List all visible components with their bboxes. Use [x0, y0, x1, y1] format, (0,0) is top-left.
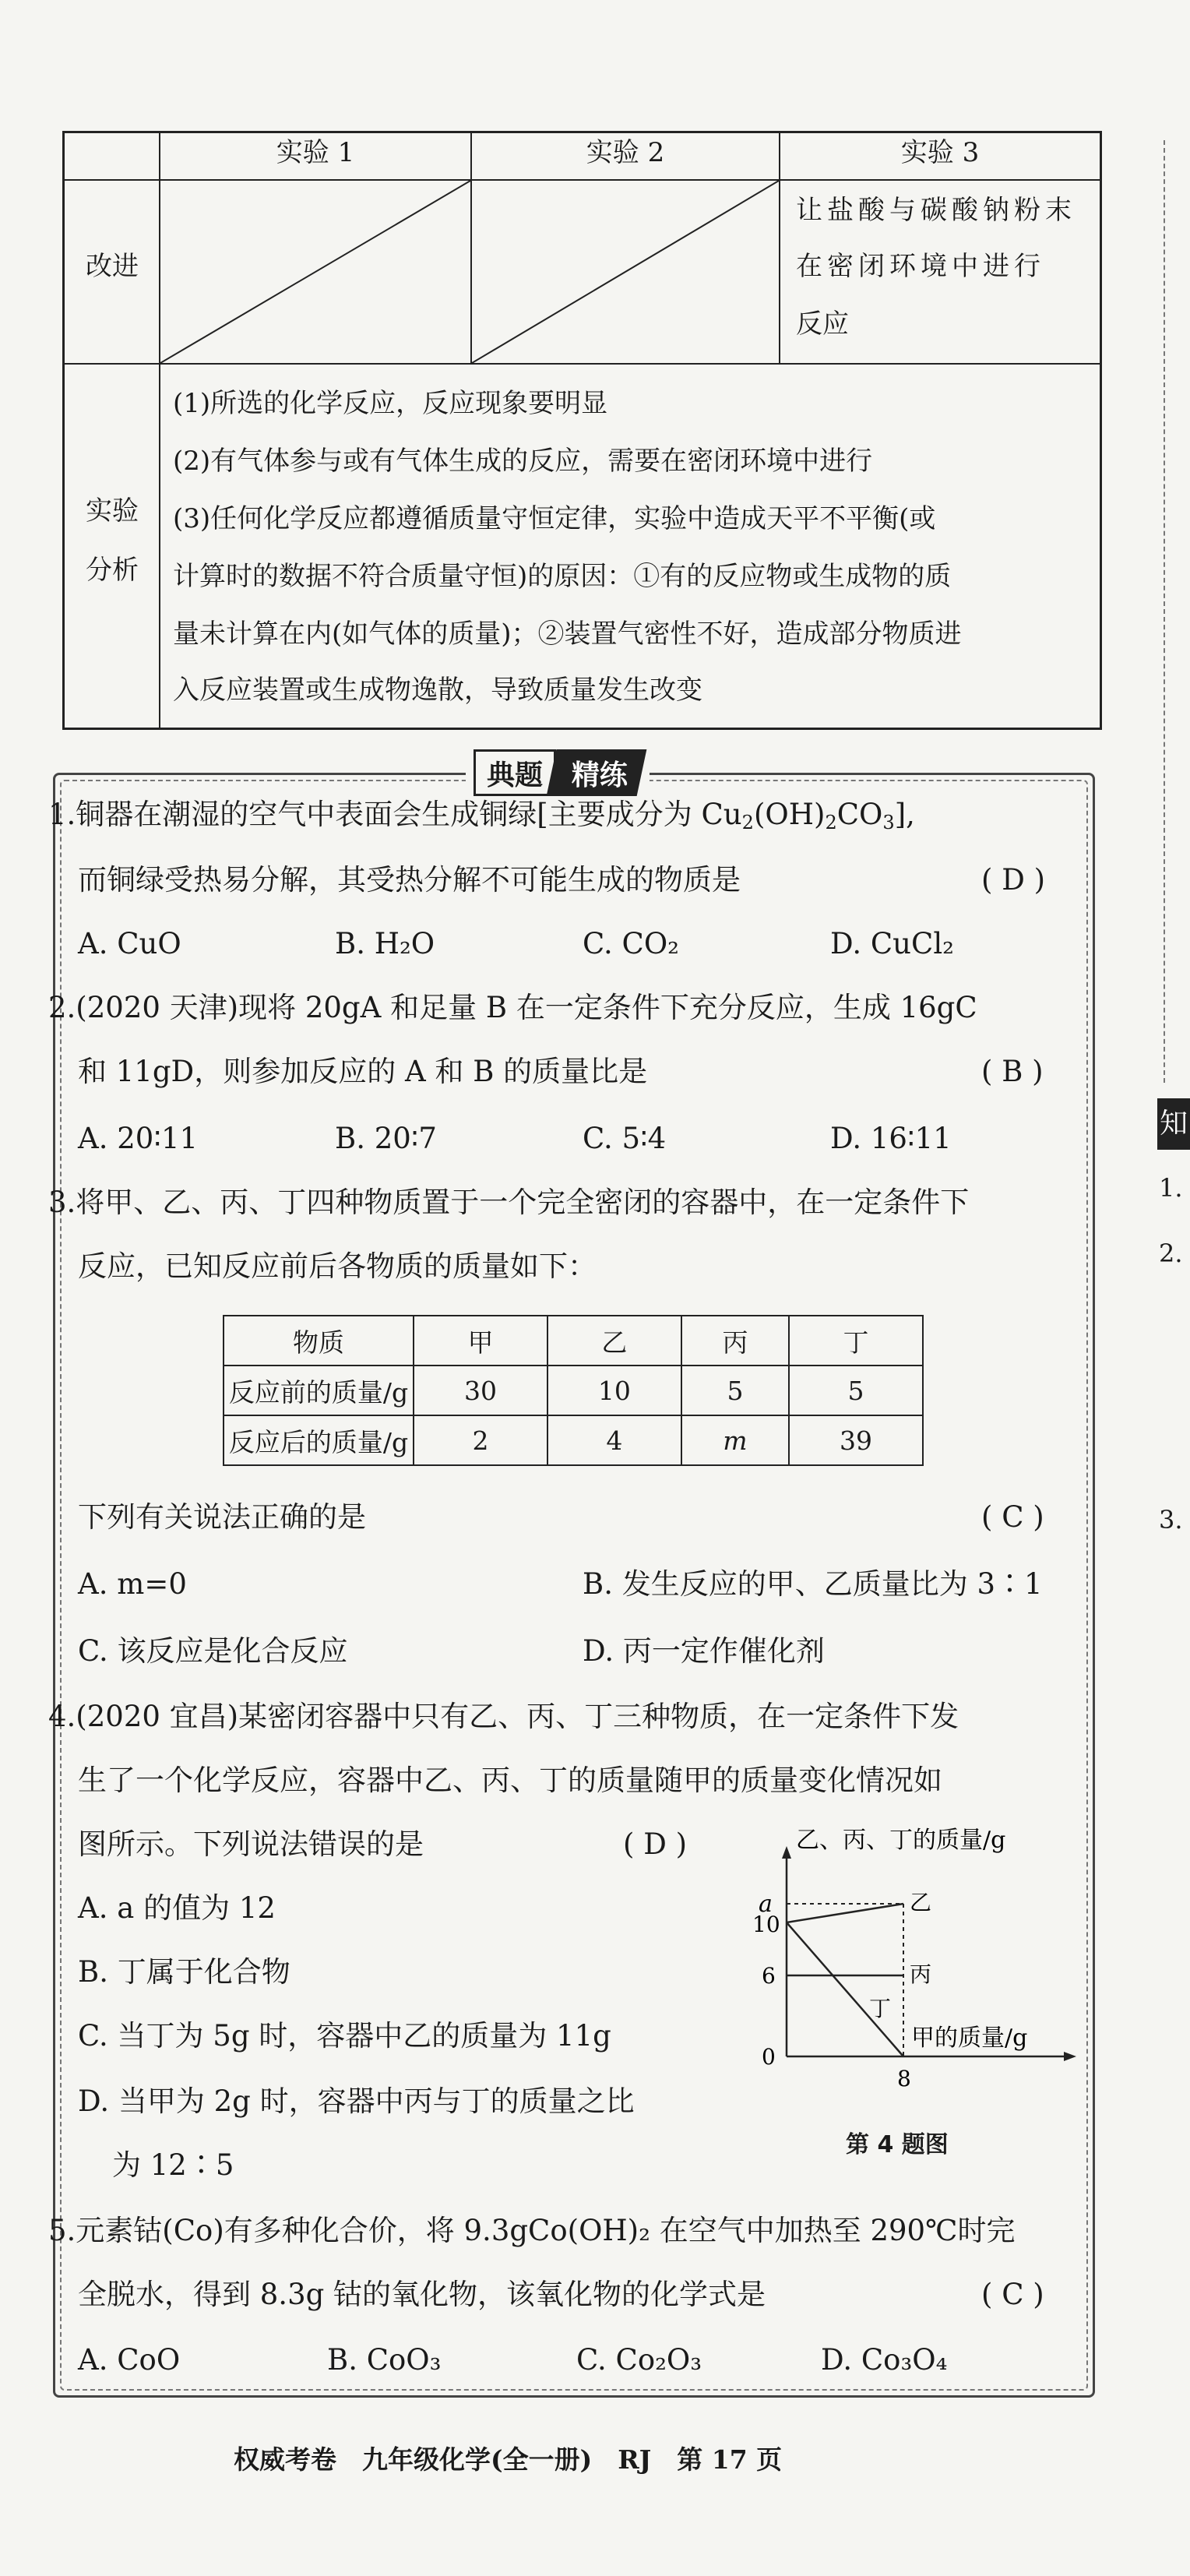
q3-option: D. 丙一定作催化剂 — [583, 1634, 825, 1668]
empty-cell-diagonal — [472, 181, 779, 363]
q1-line2: 而铜绿受热易分解，其受热分解不可能生成的物质是 — [78, 863, 741, 897]
q5-option: B. CoO₃ — [327, 2343, 442, 2377]
y-tick: 6 — [762, 1963, 776, 1989]
y-axis-arrow — [782, 1846, 791, 1859]
q2-line1: 2.(2020 天津)现将 20gA 和足量 B 在一定条件下充分反应，生成 16gC — [48, 991, 977, 1024]
table-cell: 反应前的质量/g — [224, 1366, 414, 1415]
table-row — [224, 1415, 923, 1465]
table-cell: 39 — [789, 1415, 923, 1465]
analysis-line: (3)任何化学反应都遵循质量守恒定律，实验中造成天平不平衡(或 — [173, 503, 936, 534]
q1-option: B. H₂O — [335, 927, 435, 960]
q4-figure — [724, 1823, 1083, 2103]
q1-option: D. CuCl₂ — [830, 927, 954, 960]
table-cell: 10 — [547, 1366, 681, 1415]
next-page-item: 2. — [1159, 1239, 1183, 1268]
improve-exp3-line: 在密闭环境中进行 — [796, 251, 1045, 282]
banner-right: 精练 — [547, 749, 647, 796]
y-axis-label: 乙、丙、丁的质量/g — [796, 1827, 1006, 1854]
improve-label: 改进 — [86, 251, 139, 282]
table-cell: 反应后的质量/g — [224, 1415, 414, 1465]
q4-option: C. 当丁为 5g 时，容器中乙的质量为 11g — [78, 2019, 611, 2053]
empty-cell-diagonal — [160, 181, 470, 363]
analysis-label: 实验 — [86, 495, 139, 527]
q5-line2: 全脱水，得到 8.3g 钴的氧化物，该氧化物的化学式是 — [78, 2278, 766, 2311]
q3-line1: 3.将甲、乙、丙、丁四种物质置于一个完全密闭的容器中，在一定条件下 — [48, 1186, 970, 1219]
q1-option: C. CO₂ — [583, 927, 679, 960]
analysis-line: 量未计算在内(如气体的质量)；②装置气密性不好，造成部分物质进 — [173, 618, 962, 650]
series-yi-line — [787, 1904, 903, 1922]
analysis-line: (2)有气体参与或有气体生成的反应，需要在密闭环境中进行 — [173, 446, 873, 477]
y-tick: 0 — [762, 2044, 776, 2070]
q4-line2: 生了一个化学反应，容器中乙、丙、丁的质量随甲的质量变化情况如 — [78, 1764, 942, 1797]
header-exp1: 实验 1 — [276, 137, 355, 168]
figure-caption: 第 4 题图 — [846, 2131, 949, 2158]
q1-line1: 1.铜器在潮湿的空气中表面会生成铜绿[主要成分为 $Cu_2(OH)_2CO_3$], — [48, 798, 915, 833]
page-footer: 权威考卷 九年级化学(全一册) RJ 第 17 页 — [234, 2444, 783, 2475]
q5-answer: ( C ) — [981, 2278, 1044, 2311]
mass-table — [223, 1315, 924, 1466]
table-header: 乙 — [547, 1316, 681, 1366]
q5-line1: 5.元素钴(Co)有多种化合价，将 9.3gCo(OH)₂ 在空气中加热至 290℃时完 — [48, 2214, 1016, 2247]
header-exp3: 实验 3 — [900, 137, 980, 168]
analysis-line: 入反应装置或生成物逸散，导致质量发生改变 — [173, 675, 702, 706]
analysis-line: (1)所选的化学反应，反应现象要明显 — [173, 388, 608, 419]
q2-line2: 和 11gD，则参加反应的 A 和 B 的质量比是 — [78, 1055, 648, 1088]
q5-option: A. CoO — [78, 2343, 181, 2377]
q1-answer: ( D ) — [981, 863, 1046, 897]
q3-answer: ( C ) — [981, 1500, 1044, 1534]
analysis-line: 计算时的数据不符合质量守恒)的原因：①有的反应物或生成物的质 — [173, 561, 952, 592]
y-tick: a — [759, 1891, 773, 1918]
next-page-item: 1. — [1159, 1173, 1183, 1203]
y-tick: 10 — [752, 1912, 780, 1937]
q4-answer: ( D ) — [623, 1827, 688, 1861]
q3-line2: 反应，已知反应前后各物质的质量如下： — [78, 1249, 597, 1283]
q4-option-cont: 为 12∶5 — [112, 2148, 234, 2182]
series-label-yi: 乙 — [910, 1890, 932, 1915]
table-cell: 2 — [414, 1415, 547, 1465]
table-header: 甲 — [414, 1316, 547, 1366]
q4-line1: 4.(2020 宜昌)某密闭容器中只有乙、丙、丁三种物质，在一定条件下发 — [48, 1700, 959, 1733]
q2-option: B. 20∶7 — [335, 1122, 437, 1155]
q4-option: D. 当甲为 2g 时，容器中丙与丁的质量之比 — [78, 2084, 635, 2118]
next-page-item: 3. — [1159, 1505, 1183, 1535]
q2-option: C. 5∶4 — [583, 1122, 667, 1155]
q2-option: A. 20∶11 — [78, 1122, 199, 1155]
q3-option: B. 发生反应的甲、乙质量比为 3∶1 — [583, 1567, 1043, 1601]
analysis-label: 分析 — [86, 555, 139, 586]
q1-option: A. CuO — [78, 927, 181, 960]
q3-option: A. m=0 — [78, 1567, 187, 1601]
section-banner — [466, 749, 650, 796]
q3-stem: 下列有关说法正确的是 — [78, 1500, 366, 1534]
improve-exp3-line: 反应 — [796, 308, 849, 340]
table-cell: 4 — [547, 1415, 681, 1465]
table-row — [224, 1316, 923, 1366]
q4-line3: 图所示。下列说法错误的是 — [78, 1827, 424, 1861]
series-ding-line — [787, 1922, 903, 2056]
next-page-edge — [1164, 140, 1188, 1083]
banner-left: 典题 — [474, 749, 556, 796]
x-axis-arrow — [1064, 2052, 1076, 2061]
q2-option: D. 16∶11 — [830, 1122, 952, 1155]
q3-option: C. 该反应是化合反应 — [78, 1634, 348, 1668]
table-cell: 30 — [414, 1366, 547, 1415]
table-row — [224, 1366, 923, 1415]
table-cell: 5 — [681, 1366, 789, 1415]
next-page-tab: 知 — [1157, 1098, 1190, 1150]
q5-option: C. Co₂O₃ — [576, 2343, 702, 2377]
x-axis-label: 甲的质量/g — [911, 2025, 1028, 2052]
q2-answer: ( B ) — [981, 1055, 1044, 1088]
improve-exp3-line: 让盐酸与碳酸钠粉末 — [796, 195, 1076, 226]
table-header: 丙 — [681, 1316, 789, 1366]
q5-option: D. Co₃O₄ — [821, 2343, 948, 2377]
table-header: 丁 — [789, 1316, 923, 1366]
q4-option: B. 丁属于化合物 — [78, 1955, 290, 1989]
table-cell: m — [681, 1415, 789, 1465]
table-cell: 5 — [789, 1366, 923, 1415]
q4-option: A. a 的值为 12 — [78, 1891, 276, 1925]
x-tick: 8 — [897, 2066, 911, 2091]
series-label-ding: 丁 — [869, 1996, 892, 2021]
series-label-bing: 丙 — [910, 1961, 932, 1987]
header-exp2: 实验 2 — [586, 137, 665, 168]
table-header: 物质 — [224, 1316, 414, 1366]
